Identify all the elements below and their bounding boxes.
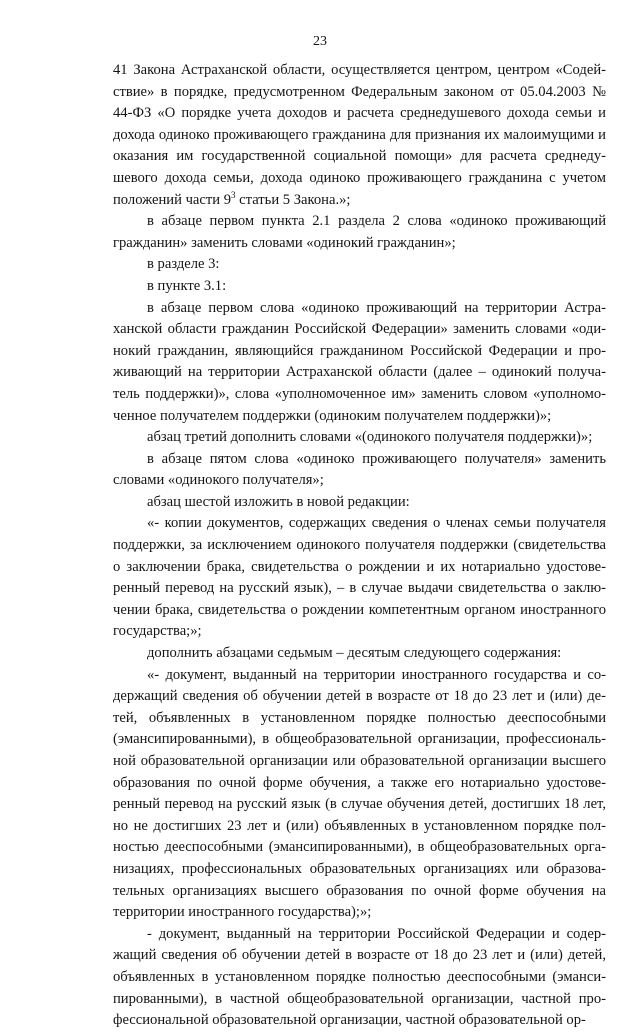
paragraph-text: статьи 5 Закона.»;: [235, 191, 351, 208]
document-body: [113, 60, 606, 1032]
paragraph: в разделе 3:: [147, 256, 220, 273]
paragraph: дополнить абзацами седьмым – десятым следующего содержания:: [147, 645, 562, 662]
page-number: 23: [313, 34, 327, 49]
paragraph: - документ, выданный на территории Российской Федерации и содер-жащий сведения об обучении детей в возрасте от 18 до 23 лет и (или) детей, объявленных в установленном порядке полностью дееспособными (эманси-пированными), в частной общеобразовательной организации, частной про-фессиональной образовательной организации, частной образовательной ор-: [113, 925, 606, 1029]
paragraph: абзац шестой изложить в новой редакции:: [147, 493, 410, 510]
paragraph: в абзаце первом слова «одиноко проживающий на территории Астра-ханской области гражданин Российской Федерации» заменить словами «оди-нокий гражданин, являющийся гражданином Российской Федерации и про-живающий на территории Астраханской области (далее – одинокий получа-тель поддержки)», слова «уполномоченное им» заменить словом «уполномо-ченное получателем поддержки (одиноким получателем поддержки)»;: [113, 299, 606, 424]
paragraph: «- копии документов, содержащих сведения о членах семьи получателя поддержки, за исключением одинокого получателя поддержки (свидетельства о заключении брака, свидетельства о рождении и их нотариально удостове-ренный перевод на русский язык), – в случае выдачи свидетельства о заклю-чении брака, свидетельства о рождении компетентным органом иностранного государства;»;: [113, 515, 606, 640]
superscript: 3: [231, 189, 236, 200]
paragraph: в абзаце первом пункта 2.1 раздела 2 слова «одиноко проживающий гражданин» заменить словами «одинокий гражданин»;: [113, 213, 606, 251]
paragraph: абзац третий дополнить словами «(одинокого получателя поддержки)»;: [147, 429, 593, 446]
paragraph: в пункте 3.1:: [147, 277, 227, 294]
paragraph: «- документ, выданный на территории иностранного государства и со-держащий сведения об обучении детей в возрасте от 18 до 23 лет и (или) де-тей, объявленных в установленном порядке полностью дееспособными (эмансипированными), в общеобразовательной организации, профессиональ-ной образовательной организации или образовательной организации высшего образования по очной форме обучения, а также его нотариально удостове-ренный перевод на русский язык (в случае обучения детей, достигших 18 лет, но не достигших 23 лет и (или) объявленных в установленном порядке пол-ностью дееспособными (эмансипированными), в общеобразовательных орга-низациях, профессиональных образовательных организациях или образова-тельных организациях высшего образования по очной форме обучения на территории иностранного государства);»;: [113, 666, 606, 921]
paragraph-text: 41 Закона Астраханской области, осуществляется центром, центром «Содей-ствие» в порядке, предусмотренном Федеральным законом от 05.04.2003 № 44-ФЗ «О порядке учета доходов и расчета среднедушевого дохода семьи и дохода одиноко проживающего гражданина для признания их малоимущими и оказания им государственной социальной помощи» для расчета среднеду-шевого дохода семьи, дохода одиноко проживающего гражданина с учетом положений части 9: [113, 62, 606, 208]
paragraph-continuation: [113, 60, 606, 211]
paragraph: в абзаце пятом слова «одиноко проживающего получателя» заменить словами «одинокого получателя»;: [113, 450, 606, 489]
